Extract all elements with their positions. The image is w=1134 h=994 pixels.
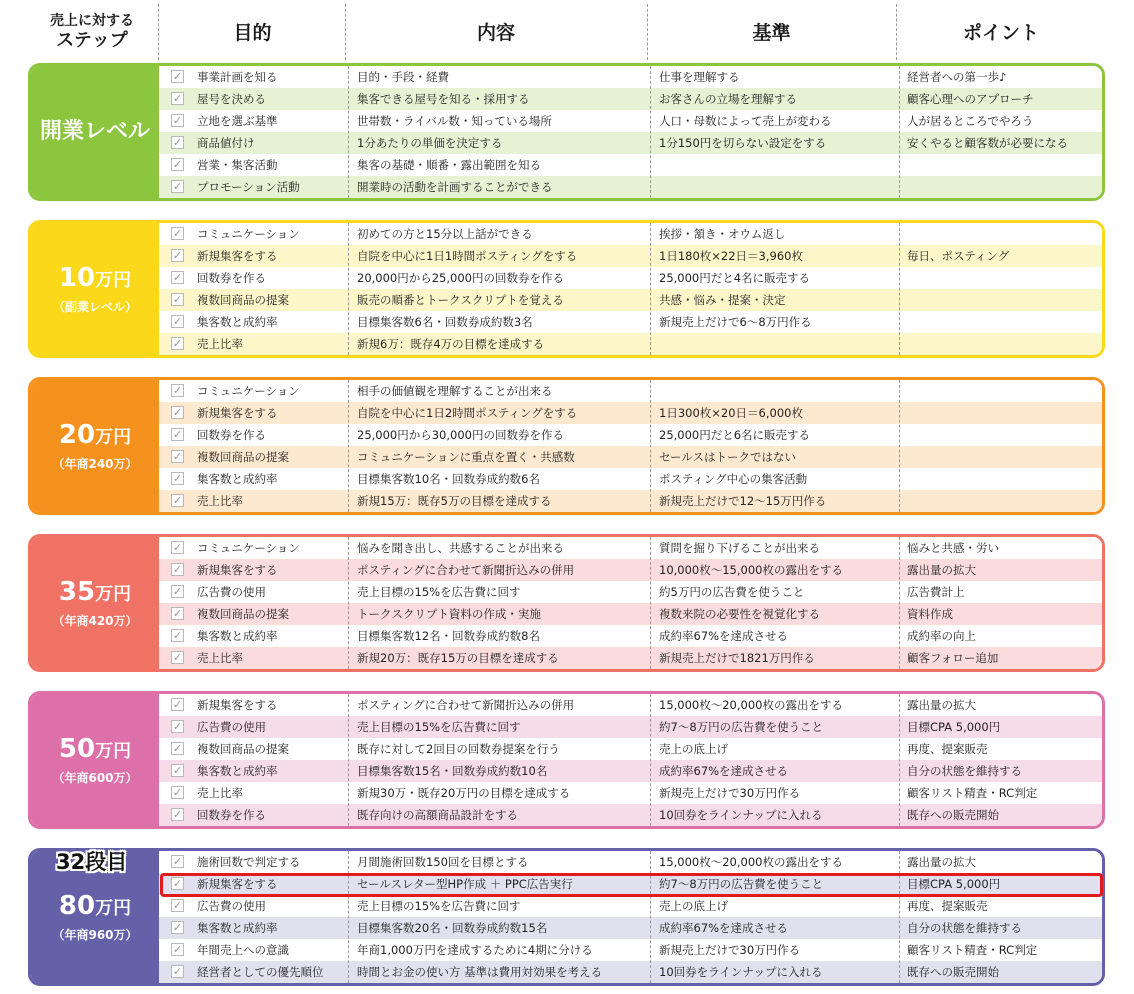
checkbox-icon: ✓ [172, 293, 183, 306]
row-point: 顧客フォロー追加 [907, 651, 999, 665]
row-point: 人が居るところでやろう [907, 114, 1034, 128]
table-row [159, 468, 1102, 490]
row-standard: 25,000円だと6名に販売する [659, 428, 811, 442]
row-content: 目標集客数15名・回数券成約数10名 [357, 764, 548, 778]
row-purpose: 複数回商品の提案 [197, 450, 289, 464]
row-point: 成約率の向上 [907, 629, 976, 643]
step-label-sub: （年商960万） [52, 928, 138, 942]
checkbox-icon: ✓ [172, 607, 183, 620]
row-point [907, 154, 1105, 176]
row-point: 目標CPA 5,000円 [907, 720, 1001, 734]
step-rows [159, 223, 1102, 355]
step-label-main [40, 117, 150, 147]
step-label-sub: （年商240万） [52, 457, 138, 471]
row-content: 初めての方と15分以上話ができる [357, 227, 533, 241]
row-purpose: コミュニケーション [197, 384, 300, 398]
row-purpose: 売上比率 [197, 651, 243, 665]
row-content: トークスクリプト資料の作成・実施 [357, 607, 541, 621]
row-content: ポスティングに合わせて新聞折込みの併用 [357, 698, 575, 712]
table-row [159, 380, 1102, 402]
step-label-amount: 10 [58, 263, 96, 293]
row-content: 相手の価値観を理解することが出来る [357, 384, 553, 398]
row-point [907, 333, 1105, 355]
checkbox-icon: ✓ [172, 563, 183, 576]
table-row [159, 895, 1102, 917]
table-row [159, 559, 1102, 581]
step-label [31, 537, 159, 669]
row-purpose: 年間売上への意識 [197, 943, 289, 957]
row-content: 目標集客数6名・回数券成約数3名 [357, 315, 533, 329]
row-standard: 1日300枚×20日＝6,000枚 [659, 406, 803, 420]
column-divider [899, 851, 900, 983]
row-point: 自分の状態を維持する [907, 764, 1022, 778]
step-label-sub: （年商420万） [52, 614, 138, 628]
column-divider [899, 537, 900, 669]
row-purpose: 売上比率 [197, 494, 243, 508]
table-row [159, 873, 1102, 895]
row-standard: 成約率67%を達成させる [659, 629, 789, 643]
checkbox-icon: ✓ [172, 450, 183, 463]
row-content: 既存に対して2回目の回数券提案を行う [357, 742, 560, 756]
table-row [159, 490, 1102, 512]
row-point: 顧客心理へのアプローチ [907, 92, 1034, 106]
checkbox-icon: ✓ [172, 965, 183, 978]
row-content: 既存向けの高額商品設計をする [357, 808, 518, 822]
step-section [28, 220, 1105, 358]
row-standard: 10回券をラインナップに入れる [659, 808, 823, 822]
row-point [907, 402, 1105, 424]
step-label-amount: 開業レベル [39, 119, 150, 144]
table-row [159, 402, 1102, 424]
row-standard: 複数来院の必要性を視覚化する [659, 607, 820, 621]
row-point [907, 311, 1105, 333]
step-rows [159, 66, 1102, 198]
row-point: 顧客リスト精査・RC判定 [907, 786, 1038, 800]
row-content: 新規15万：既存5万の目標を達成する [357, 494, 552, 508]
row-standard: 人口・母数によって売上が変わる [659, 114, 832, 128]
row-purpose: 集客数と成約率 [197, 472, 278, 486]
row-purpose: 集客数と成約率 [197, 315, 278, 329]
table-row [159, 424, 1102, 446]
step-section [28, 691, 1105, 829]
checkbox-icon: ✓ [172, 786, 183, 799]
header-divider [158, 4, 159, 60]
step-label-amount: 80 [58, 891, 96, 921]
row-content: 自院を中心に1日1時間ポスティングをする [357, 249, 578, 263]
row-point: 毎日、ポスティング [907, 249, 1010, 263]
row-purpose: コミュニケーション [197, 227, 300, 241]
row-point [907, 223, 1105, 245]
row-content: ポスティングに合わせて新聞折込みの併用 [357, 563, 575, 577]
row-standard [659, 380, 894, 402]
row-content: セールスレター型HP作成 ＋ PPC広告実行 [357, 877, 573, 891]
row-purpose: 複数回商品の提案 [197, 742, 289, 756]
row-purpose: 回数券を作る [197, 271, 266, 285]
row-standard: 仕事を理解する [659, 70, 740, 84]
table-row [159, 625, 1102, 647]
row-point: 悩みと共感・労い [907, 541, 999, 555]
row-content: 売上目標の15%を広告費に回す [357, 585, 521, 599]
column-divider [650, 537, 651, 669]
checkbox-icon: ✓ [172, 384, 183, 397]
column-divider [348, 694, 349, 826]
checkbox-icon: ✓ [172, 428, 183, 441]
column-divider [899, 223, 900, 355]
table-row [159, 333, 1102, 355]
row-content: 自院を中心に1日2時間ポスティングをする [357, 406, 578, 420]
column-divider [348, 66, 349, 198]
header-step-line1: 売上に対する [50, 13, 134, 29]
table-row [159, 782, 1102, 804]
step-label-sub: （年商600万） [52, 771, 138, 785]
step-rows [159, 537, 1102, 669]
row-content: 目的・手段・経費 [357, 70, 449, 84]
header-standard: 基準 [752, 21, 791, 44]
table-row [159, 804, 1102, 826]
step-label-main [59, 420, 131, 453]
row-purpose: 回数券を作る [197, 428, 266, 442]
row-standard: 約7～8万円の広告費を使うこと [659, 720, 824, 734]
row-content: 時間とお金の使い方 基準は費用対効果を考える [357, 965, 603, 979]
row-purpose: 新規集客をする [197, 877, 278, 891]
step-section [28, 534, 1105, 672]
checkbox-icon: ✓ [172, 249, 183, 262]
checkbox-icon: ✓ [172, 271, 183, 284]
checkbox-icon: ✓ [172, 585, 183, 598]
row-point: 資料作成 [907, 607, 953, 621]
step-section [28, 848, 1105, 986]
row-content: 新規30万・既存20万円の目標を達成する [357, 786, 571, 800]
row-purpose: 広告費の使用 [197, 899, 266, 913]
table-row [159, 88, 1102, 110]
row-purpose: 新規集客をする [197, 563, 278, 577]
row-point: 露出量の拡大 [907, 698, 976, 712]
step-label-amount: 20 [58, 420, 96, 450]
row-point: 再度、提案販売 [907, 899, 988, 913]
row-purpose: 営業・集客活動 [197, 158, 278, 172]
row-point: 既存への販売開始 [907, 808, 999, 822]
column-divider [348, 537, 349, 669]
row-standard [659, 154, 894, 176]
row-content: 新規6万：既存4万の目標を達成する [357, 337, 545, 351]
header-content: 内容 [476, 21, 515, 44]
table-row [159, 446, 1102, 468]
step-label-unit: 万円 [95, 427, 132, 448]
row-purpose: 回数券を作る [197, 808, 266, 822]
column-divider [899, 66, 900, 198]
checkbox-icon: ✓ [172, 315, 183, 328]
row-point: 顧客リスト精査・RC判定 [907, 943, 1038, 957]
row-standard: 約7～8万円の広告費を使うこと [659, 877, 824, 891]
row-standard: 1日180枚×22日＝3,960枚 [659, 249, 803, 263]
row-content: 世帯数・ライバル数・知っている場所 [357, 114, 552, 128]
row-standard: 新規売上だけで30万円作る [659, 943, 801, 957]
column-divider [650, 66, 651, 198]
table-row [159, 223, 1102, 245]
row-point [907, 267, 1105, 289]
row-content: 売上目標の15%を広告費に回す [357, 899, 521, 913]
row-purpose: 新規集客をする [197, 698, 278, 712]
column-divider [899, 380, 900, 512]
row-point: 経営者への第一歩♪ [907, 70, 1007, 84]
checkbox-icon: ✓ [172, 494, 183, 507]
row-point: 自分の状態を維持する [907, 921, 1022, 935]
row-standard: 新規売上だけで1821万円作る [659, 651, 815, 665]
row-content: 売上目標の15%を広告費に回す [357, 720, 521, 734]
column-divider [650, 380, 651, 512]
row-content: 月間施術回数150回を目標とする [357, 855, 529, 869]
row-content: 25,000円から30,000円の回数券を作る [357, 428, 564, 442]
step-label-main [59, 263, 131, 296]
row-content: 目標集客数20名・回数券成約数15名 [357, 921, 548, 935]
row-purpose: 売上比率 [197, 337, 243, 351]
step-label-unit: 万円 [95, 270, 132, 291]
row-point: 再度、提案販売 [907, 742, 988, 756]
table-row [159, 537, 1102, 559]
table-row [159, 603, 1102, 625]
header-step-line2: ステップ [56, 30, 128, 51]
header-step [28, 0, 156, 62]
column-divider [348, 851, 349, 983]
table-row [159, 738, 1102, 760]
step-section [28, 377, 1105, 515]
step-tag: 32段目 [56, 850, 128, 874]
checkbox-icon: ✓ [172, 158, 183, 171]
row-purpose: 複数回商品の提案 [197, 293, 289, 307]
row-point: 安くやると顧客数が必要になる [907, 136, 1068, 150]
row-standard: 新規売上だけで6～8万円作る [659, 315, 812, 329]
row-purpose: 事業計画を知る [197, 70, 278, 84]
row-content: 集客の基礎・順番・露出範囲を知る [357, 158, 541, 172]
row-purpose: 広告費の使用 [197, 720, 266, 734]
row-point [907, 446, 1105, 468]
table-row [159, 581, 1102, 603]
row-standard: お客さんの立場を理解する [659, 92, 797, 106]
row-purpose: 広告費の使用 [197, 585, 266, 599]
row-purpose: 施術回数で判定する [197, 855, 301, 869]
checkbox-icon: ✓ [172, 720, 183, 733]
checkbox-icon: ✓ [172, 406, 183, 419]
row-standard: 共感・悩み・提案・決定 [659, 293, 786, 307]
row-point: 露出量の拡大 [907, 855, 976, 869]
header-divider [345, 4, 346, 60]
row-point [907, 289, 1105, 311]
table-row [159, 647, 1102, 669]
checkbox-icon: ✓ [172, 651, 183, 664]
checkbox-icon: ✓ [172, 629, 183, 642]
checkbox-icon: ✓ [172, 855, 183, 868]
checkbox-icon: ✓ [172, 541, 183, 554]
row-standard: 10,000枚～15,000枚の露出をする [659, 563, 843, 577]
row-purpose: 集客数と成約率 [197, 764, 278, 778]
step-rows [159, 380, 1102, 512]
checkbox-icon: ✓ [172, 921, 183, 934]
row-purpose: プロモーション活動 [197, 180, 300, 194]
row-point [907, 490, 1105, 512]
header-divider [647, 4, 648, 60]
row-purpose: 商品値付け [197, 136, 255, 150]
row-purpose: 経営者としての優先順位 [197, 965, 324, 979]
column-divider [650, 694, 651, 826]
step-rows [159, 851, 1102, 983]
row-standard: 15,000枚～20,000枚の露出をする [659, 855, 843, 869]
column-divider [650, 851, 651, 983]
row-purpose: 集客数と成約率 [197, 629, 278, 643]
checkbox-icon: ✓ [172, 70, 183, 83]
step-label-unit: 万円 [95, 898, 132, 919]
row-point [907, 468, 1105, 490]
row-purpose: 新規集客をする [197, 406, 278, 420]
checkbox-icon: ✓ [172, 472, 183, 485]
row-standard: 10回券をラインナップに入れる [659, 965, 823, 979]
table-row [159, 917, 1102, 939]
row-content: 新規20万：既存15万の目標を達成する [357, 651, 559, 665]
row-point: 露出量の拡大 [907, 563, 976, 577]
checkbox-icon: ✓ [172, 764, 183, 777]
step-label [31, 694, 159, 826]
column-divider [650, 223, 651, 355]
step-label-amount: 50 [58, 734, 96, 764]
table-row [159, 961, 1102, 983]
table-row [159, 267, 1102, 289]
row-point: 既存への販売開始 [907, 965, 999, 979]
table-header [0, 0, 1134, 62]
step-label [31, 66, 159, 198]
row-purpose: 立地を選ぶ基準 [197, 114, 278, 128]
checkbox-icon: ✓ [172, 698, 183, 711]
checkbox-icon: ✓ [172, 337, 183, 350]
header-purpose: 目的 [233, 21, 272, 44]
row-standard: 1分150円を切らない設定をする [659, 136, 827, 150]
row-standard: 売上の底上げ [659, 742, 728, 756]
table-row [159, 132, 1102, 154]
table-row [159, 176, 1102, 198]
checkbox-icon: ✓ [172, 92, 183, 105]
row-purpose: 新規集客をする [197, 249, 278, 263]
table-row [159, 154, 1102, 176]
row-point [907, 176, 1105, 198]
checkbox-icon: ✓ [172, 114, 183, 127]
header-divider [896, 4, 897, 60]
row-point [907, 380, 1105, 402]
row-standard: 成約率67%を達成させる [659, 764, 789, 778]
row-content: 集客できる屋号を知る・採用する [357, 92, 530, 106]
row-purpose: コミュニケーション [197, 541, 300, 555]
step-label-unit: 万円 [95, 584, 132, 605]
row-content: コミュニケーションに重点を置く・共感数 [357, 450, 575, 464]
table-row [159, 66, 1102, 88]
table-row [159, 939, 1102, 961]
column-divider [348, 223, 349, 355]
table-row [159, 851, 1102, 873]
row-standard [659, 333, 894, 355]
row-content: 悩みを聞き出し、共感することが出来る [357, 541, 564, 555]
row-standard: 質問を掘り下げることが出来る [659, 541, 820, 555]
step-label-main [59, 734, 131, 767]
row-content: 目標集客数12名・回数券成約数8名 [357, 629, 540, 643]
column-divider [348, 380, 349, 512]
checkbox-icon: ✓ [172, 877, 183, 890]
row-content: 目標集客数10名・回数券成約数6名 [357, 472, 540, 486]
header-point: ポイント [962, 21, 1039, 44]
row-point: 広告費計上 [907, 585, 965, 599]
step-label-sub: （副業レベル） [52, 300, 137, 314]
table-row [159, 110, 1102, 132]
table-row [159, 245, 1102, 267]
row-content: 20,000円から25,000円の回数券を作る [357, 271, 564, 285]
step-label-unit: 万円 [95, 741, 132, 762]
step-section [28, 63, 1105, 201]
checkbox-icon: ✓ [172, 742, 183, 755]
table-row [159, 716, 1102, 738]
row-standard: 新規売上だけで12～15万円作る [659, 494, 827, 508]
column-divider [899, 694, 900, 826]
checkbox-icon: ✓ [172, 808, 183, 821]
checkbox-icon: ✓ [172, 180, 183, 193]
checkbox-icon: ✓ [172, 227, 183, 240]
row-point [907, 424, 1105, 446]
row-standard: 成約率67%を達成させる [659, 921, 789, 935]
row-content: 販売の順番とトークスクリプトを覚える [357, 293, 564, 307]
row-standard: 挨拶・頷き・オウム返し [659, 227, 786, 241]
row-content: 開業時の活動を計画することができる [357, 180, 553, 194]
row-standard: 25,000円だと4名に販売する [659, 271, 811, 285]
row-point: 目標CPA 5,000円 [907, 877, 1001, 891]
step-label-amount: 35 [58, 577, 96, 607]
checkbox-icon: ✓ [172, 899, 183, 912]
row-standard [659, 176, 894, 198]
row-standard: セールスはトークではない [659, 450, 796, 464]
checkbox-icon: ✓ [172, 943, 183, 956]
row-content: 1分あたりの単価を決定する [357, 136, 503, 150]
table-row [159, 311, 1102, 333]
table-row [159, 694, 1102, 716]
row-standard: 約5万円の広告費を使うこと [659, 585, 805, 599]
table-row [159, 760, 1102, 782]
row-content: 年商1,000万円を達成するために4期に分ける [357, 943, 593, 957]
row-purpose: 集客数と成約率 [197, 921, 278, 935]
step-label [31, 380, 159, 512]
step-rows [159, 694, 1102, 826]
row-purpose: 複数回商品の提案 [197, 607, 289, 621]
row-standard: 売上の底上げ [659, 899, 728, 913]
step-label [31, 223, 159, 355]
row-standard: 新規売上だけで30万円作る [659, 786, 801, 800]
table-row [159, 289, 1102, 311]
row-purpose: 屋号を決める [197, 92, 266, 106]
step-label-main [59, 577, 131, 610]
checkbox-icon: ✓ [172, 136, 183, 149]
row-standard: 15,000枚～20,000枚の露出をする [659, 698, 843, 712]
step-label-main [59, 891, 131, 924]
row-purpose: 売上比率 [197, 786, 243, 800]
row-standard: ポスティング中心の集客活動 [659, 472, 808, 486]
